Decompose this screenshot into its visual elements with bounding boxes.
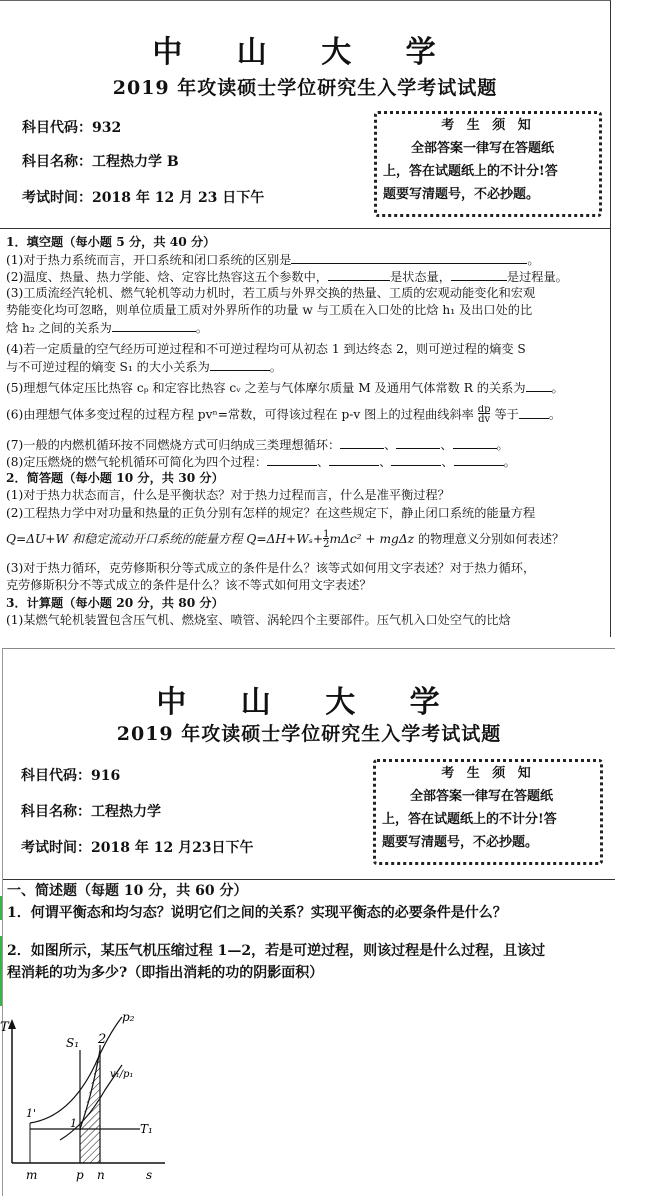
question-line: (8)定压燃烧的燃气轮机循环可简化为四个过程： 、 、 、 。 (6, 455, 516, 469)
subject-name: 科目名称：工程热力学 B (22, 154, 179, 170)
section-heading: 2．简答题（每小题 10 分，共 30 分） (6, 471, 224, 485)
question-line: (1)某燃气轮机装置包含压气机、燃烧室、喷管、涡轮四个主要部件。压气机入口处空气的比焓 (6, 613, 511, 627)
ts-diagram (0, 1005, 190, 1190)
notice-heading: 考 生 须 知 (441, 766, 535, 781)
question-line: 2．如图所示，某压气机压缩过程 1—2，若是可逆过程，则该过程是什么过程，且该过 (7, 943, 546, 959)
question-line: (6)由理想气体多变过程的过程方程 pvⁿ=常数，可得该过程在 p-v 图上的过程曲线斜率 dp dv 等于 。 (6, 405, 561, 425)
p2-isobar (30, 1017, 122, 1123)
notice-heading: 考 生 须 知 (441, 118, 535, 133)
question-line: Q=ΔU+W 和稳定流动开口系统的能量方程 Q=ΔH+Wₛ+1 2mΔc² + mgΔz 的物理意义分别如何表述？ (6, 528, 565, 550)
question-line: (1)对于热力系统而言，开口系统和闭口系统的区别是 。 (6, 253, 540, 267)
question-line: (5)理想气体定压比热容 cₚ 和定容比热容 cᵥ 之差与气体摩尔质量 M 及通用气体常数 R 的关系为 。 (6, 381, 564, 395)
exam-time: 考试时间：2018 年 12 月23日下午 (21, 840, 254, 856)
question-line: (7)一般的内燃机循环按不同燃烧方式可归纳成三类理想循环： 、 、 。 (6, 438, 509, 452)
derivative-fraction: dp dv (477, 405, 491, 425)
diagram-label: 2 (98, 1032, 107, 1047)
margin-mark (0, 936, 2, 1006)
candidate-notice-box (374, 111, 602, 217)
notice-line: 全部答案一律写在答题纸 (410, 789, 554, 804)
notice-line: 上，答在试题纸上的不计分!答 (382, 812, 557, 827)
diagram-label: p₂ (122, 1010, 135, 1024)
margin-mark (0, 896, 2, 920)
question-line: 克劳修斯积分不等式成立的条件是什么？该不等式如何用文字表述？ (6, 578, 372, 592)
university-title: 中 山 大 学 (152, 35, 458, 70)
diagram-label: m (26, 1168, 38, 1182)
question-line: 势能变化均可忽略，则单位质量工质对外界所作的功量 w 与工质在入口处的比焓 h₁ 及出口处的比 (6, 303, 533, 317)
question-line: 程消耗的功为多少?（即指出消耗的功的阴影面积） (7, 965, 324, 981)
diagram-label: T (0, 1020, 9, 1035)
section-heading: 一、简述题（每题 10 分，共 60 分） (7, 883, 248, 899)
question-line: (2)工程热力学中对功量和热量的正负分别有怎样的规定？在这些规定下，静止闭口系统的能量方程 (6, 506, 536, 520)
diagram-label: T₁ (140, 1122, 153, 1136)
question-line: (4)若一定质量的空气经历可逆过程和不可逆过程均可从初态 1 到达终态 2，则可逆过程的熵变 S (6, 342, 526, 356)
half-fraction: 1 2 (323, 528, 330, 550)
question-line: (3)对于热力循环，克劳修斯积分等式成立的条件是什么？该等式如何用文字表述？对于热力循环， (6, 561, 536, 575)
diagram-label: n (97, 1168, 105, 1182)
diagram-label: 1 (70, 1117, 77, 1130)
subject-code: 科目代码：916 (21, 768, 121, 784)
university-title: 中 山 大 学 (156, 685, 462, 720)
question-line: (1)对于热力状态而言，什么是平衡状态？对于热力过程而言，什么是准平衡过程？ (6, 488, 450, 502)
candidate-notice-box (373, 759, 603, 865)
exam-time: 考试时间：2018 年 12 月 23 日下午 (22, 190, 265, 206)
question-line: (2)温度、热量、热力学能、焓、定容比热容这五个参数中， 是状态量， 是过程量。 (6, 270, 568, 284)
section-heading: 1．填空题（每小题 5 分，共 40 分） (6, 235, 216, 249)
notice-line: 上，答在试题纸上的不计分!答 (383, 164, 558, 179)
diagram-label: S₁ (66, 1036, 80, 1050)
section-heading: 3．计算题（每小题 20 分，共 80 分） (6, 596, 224, 610)
notice-line: 全部答案一律写在答题纸 (411, 141, 555, 156)
subject-name: 科目名称：工程热力学 (21, 804, 161, 820)
subject-code: 科目代码：932 (22, 120, 122, 136)
page-cutoff (0, 627, 610, 637)
header-divider (0, 228, 610, 229)
exam-title: 2019 年攻读硕士学位研究生入学考试试题 (112, 77, 498, 99)
exam-title: 2019 年攻读硕士学位研究生入学考试试题 (116, 723, 502, 745)
header-divider (3, 879, 615, 880)
diagram-label: p (76, 1168, 84, 1182)
question-line: 1．何谓平衡态和均匀态？说明它们之间的关系？实现平衡态的必要条件是什么？ (7, 905, 507, 921)
notice-line: 题要写清题号，不必抄题。 (382, 835, 539, 850)
notice-line: 题要写清题号，不必抄题。 (383, 187, 540, 202)
diagram-label: s (146, 1168, 153, 1182)
diagram-label: v₁/p₁ (110, 1069, 134, 1080)
question-line: (3)工质流经汽轮机、燃气轮机等动力机时，若工质与外界交换的热量、工质的宏观动能变化和宏观 (6, 286, 536, 300)
diagram-label: 1' (26, 1107, 37, 1120)
question-line: 焓 h₂ 之间的关系为 。 (6, 321, 208, 335)
t-axis-arrow (8, 1019, 16, 1029)
question-line: 与不可逆过程的熵变 S₁ 的大小关系为 。 (6, 360, 282, 374)
